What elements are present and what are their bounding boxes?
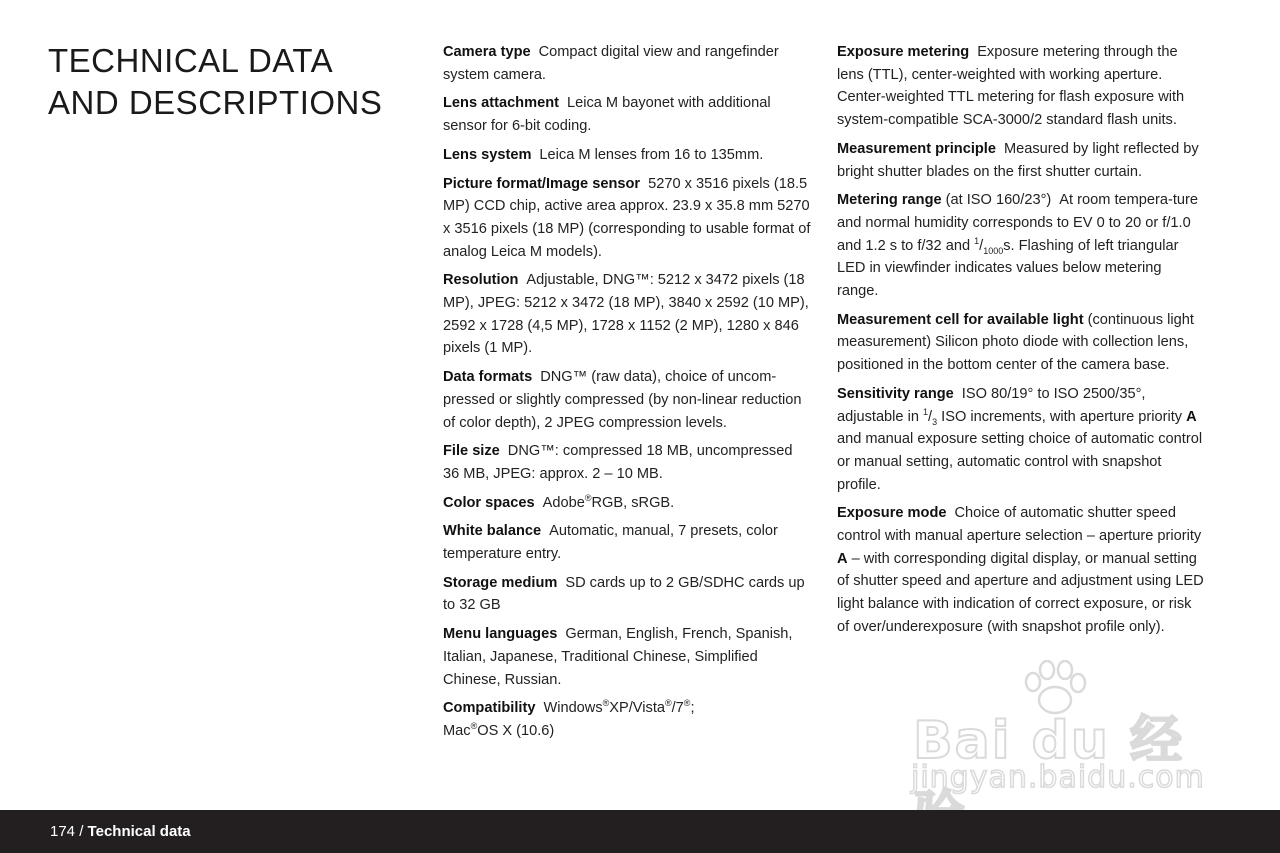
spec-exposure-mode [837, 502, 1205, 638]
spec-menu-languages [443, 623, 811, 691]
spec-text: (continuous light measurement) Silicon photo diode with collection lens, positioned in the bottom center of the camera base. [837, 311, 1194, 374]
spec-label: Exposure metering [837, 44, 970, 60]
spec-text: XP/Vista [609, 700, 665, 717]
spec-label: Exposure mode [837, 505, 947, 522]
paw-icon [1015, 660, 1095, 720]
spec-label: Measurement cell for available light [837, 311, 1084, 328]
spec-label: Metering range [837, 192, 942, 209]
spec-label: Picture format/Image sensor [443, 175, 641, 192]
footer-label [50, 810, 191, 853]
spec-exposure-metering [837, 41, 1205, 132]
watermark-logo-text: Bai du 经 [913, 711, 1184, 771]
spec-label: Menu languages [443, 626, 558, 643]
registered-mark: ® [470, 721, 478, 732]
spec-text: Exposure metering through the lens (TTL), center-weighted with working aperture. Center-weighted TTL metering for flash exposure with system-compatible SCA-3000/2 standard flash units. [837, 44, 1185, 129]
spec-label: Storage medium [443, 574, 558, 591]
page-title-line-2: AND DESCRIPTIONS [48, 84, 383, 121]
spec-text: Compact digital view and rangefinder system camera. [443, 44, 779, 83]
spec-label: Measurement principle [837, 140, 996, 157]
spec-text: /7 [671, 700, 684, 717]
baidu-watermark [905, 660, 1205, 810]
spec-lens-system [443, 144, 811, 167]
spec-text: OS X (10.6) [477, 722, 555, 739]
page-footer [0, 810, 1280, 853]
page-title [48, 40, 382, 124]
spec-text: Automatic, manual, 7 presets, color temperature entry. [443, 523, 778, 563]
spec-file-size [443, 440, 811, 485]
spec-text: 5270 x 3516 pixels (18.5 MP) CCD chip, active area approx. 23.9 x 35.8 mm 5270 x 3516 pixels (18 MP) (corresponding to usable format of analog Leica M models). [443, 175, 811, 260]
spec-camera-type [443, 41, 811, 86]
spec-color-spaces [443, 492, 811, 515]
registered-mark: ® [602, 698, 610, 709]
spec-text: German, English, French, Spanish, Italian, Japanese, Traditional Chinese, Simplified Chinese, Russian. [443, 626, 793, 688]
spec-metering-range [837, 189, 1205, 303]
spec-text: DNG™ (raw data), choice of uncom-pressed or slightly compressed (by non-linear reduction of color depth), 2 JPEG compression levels. [443, 369, 802, 431]
spec-text: SD cards up to 2 GB/SDHC cards up to 32 GB [443, 574, 805, 614]
spec-label: File size [443, 443, 500, 460]
spec-label: White balance [443, 523, 542, 540]
fraction [923, 406, 938, 427]
spec-text: Leica M lenses from 16 to 135mm. [539, 146, 764, 163]
spec-white-balance [443, 520, 811, 565]
fraction-numerator: 1 [923, 406, 929, 417]
page-title-line-1: TECHNICAL DATA [48, 42, 334, 79]
spec-compatibility [443, 697, 811, 742]
spec-label: Lens system [443, 146, 532, 163]
spec-sensitivity-range [837, 383, 1205, 497]
spec-text: ISO increments, with aperture priority [937, 408, 1187, 425]
spec-measurement-principle [837, 138, 1205, 183]
fraction-denominator: 1000 [983, 245, 1004, 256]
fraction-denominator: 3 [932, 416, 938, 427]
fraction-slash: / [928, 408, 933, 425]
spec-label: Lens attachment [443, 95, 559, 112]
spec-text: Adjustable, DNG™: 5212 x 3472 pixels (18 MP), JPEG: 5212 x 3472 (18 MP), 3840 x 2592 (10 MP), 2592 x 1728 (4,5 MP), 1728 x 1152 (2 MP), 1280 x 846 pixels (1 MP). [443, 272, 809, 357]
registered-mark: ® [683, 698, 691, 709]
spec-measurement-cell [837, 309, 1205, 377]
spec-resolution [443, 269, 811, 360]
spec-label: Sensitivity range [837, 385, 954, 402]
registered-mark: ® [584, 492, 592, 503]
spec-label: Camera type [443, 44, 531, 60]
spec-column-left [443, 41, 811, 749]
spec-label: Compatibility [443, 700, 536, 717]
spec-storage-medium [443, 572, 811, 617]
spec-data-formats [443, 366, 811, 434]
fraction [974, 235, 1004, 256]
footer-divider: / [75, 823, 88, 840]
spec-text: (at ISO 160/23°) [945, 192, 1052, 209]
spec-text: and manual exposure setting choice of automatic control or manual setting, automatic control with snapshot profile. [837, 431, 1203, 493]
spec-text: Leica M bayonet with additional sensor for 6-bit coding. [443, 95, 771, 135]
spec-text: Windows [543, 700, 603, 717]
spec-text: RGB, sRGB. [591, 494, 675, 511]
spec-text: Mac [443, 722, 471, 739]
spec-text: Adobe [542, 494, 585, 511]
spec-text: DNG™: compressed 18 MB, uncompressed 36 MB, JPEG: approx. 2 – 10 MB. [443, 443, 793, 482]
fraction-slash: / [979, 237, 984, 254]
spec-label: Resolution [443, 272, 519, 289]
spec-text: Measured by light reflected by bright shutter blades on the first shutter curtain. [837, 140, 1199, 180]
watermark-url: jingyan.baidu.com [911, 760, 1205, 795]
spec-text: Choice of automatic shutter speed control with manual aperture selection – aperture priority [837, 505, 1202, 545]
aperture-priority-symbol: A [837, 550, 848, 567]
aperture-priority-symbol: A [1186, 408, 1197, 425]
spec-lens-attachment [443, 92, 811, 137]
section-name: Technical data [87, 823, 191, 840]
spec-column-right [837, 41, 1205, 645]
registered-mark: ® [664, 698, 672, 709]
spec-text: – with corresponding digital display, or manual setting of shutter speed and aperture and adjustment using LED light balance with indication of correct exposure, or risk of over/underexposure (with snapshot profile only). [837, 550, 1204, 635]
fraction-numerator: 1 [974, 235, 980, 246]
spec-label: Color spaces [443, 494, 535, 511]
spec-text: s. Flashing of left triangular LED in viewfinder indicates values below metering range. [837, 237, 1179, 300]
spec-text: At room tempera-ture and normal humidity corresponds to EV 0 to 20 or f/1.0 and 1.2 s to f/32 and [837, 192, 1198, 254]
spec-picture-format [443, 173, 811, 264]
spec-text: ISO 80/19° to ISO 2500/35°, adjustable in [837, 385, 1146, 425]
page-number: 174 [50, 823, 76, 840]
spec-text: ; [690, 700, 695, 717]
spec-label: Data formats [443, 369, 533, 386]
